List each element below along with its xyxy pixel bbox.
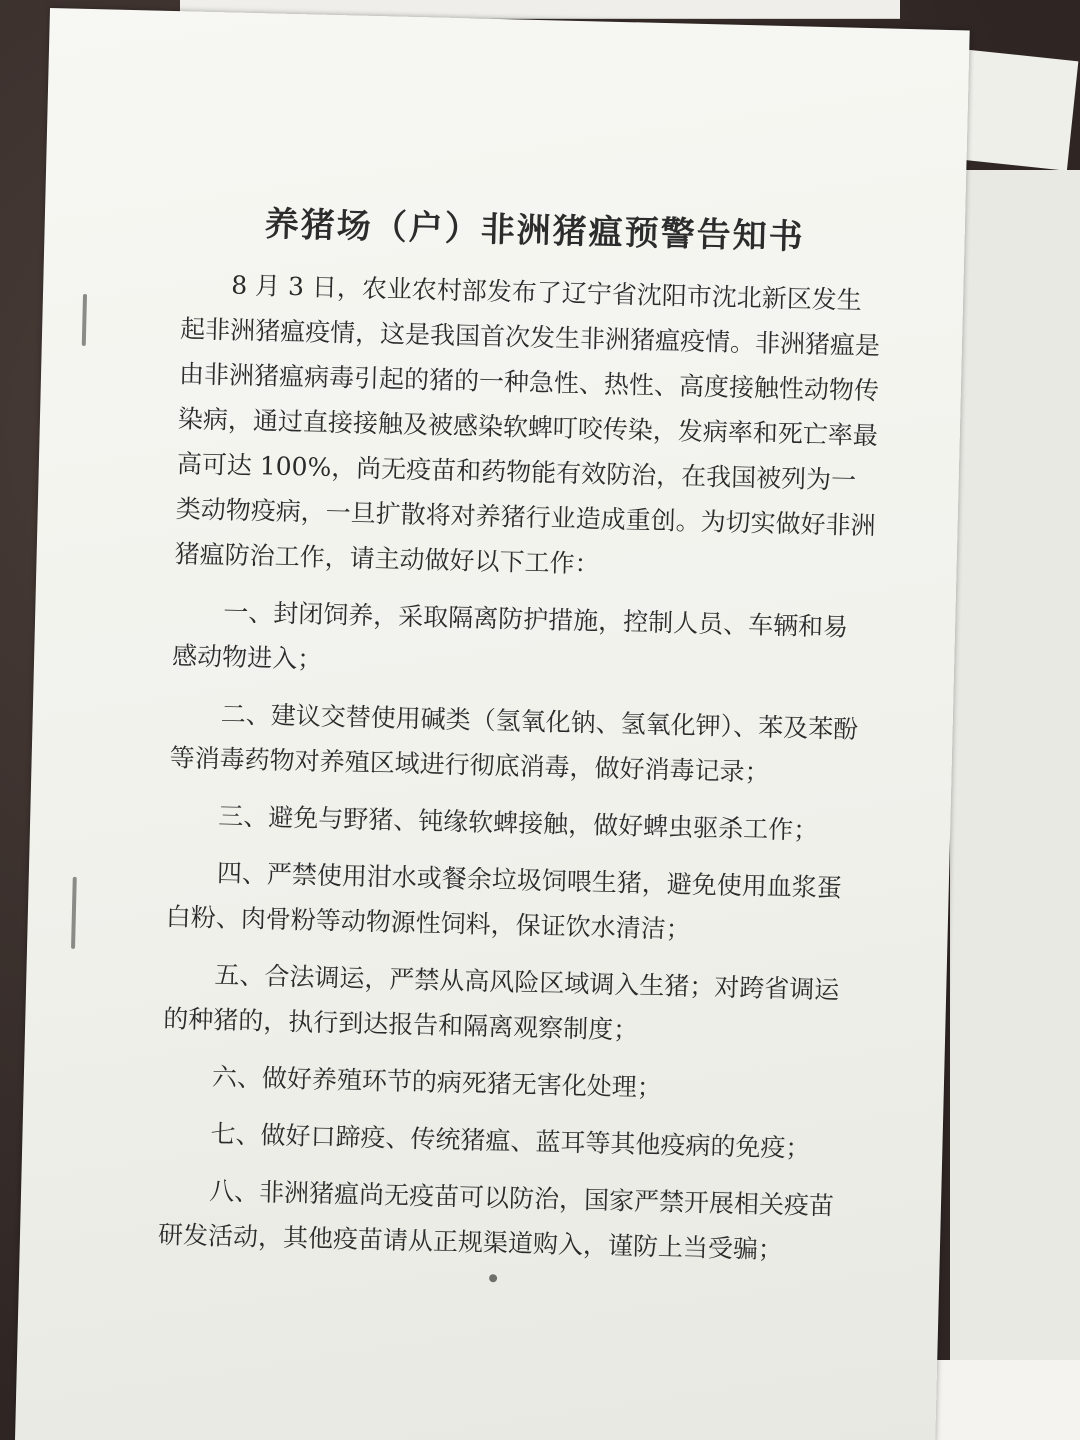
item-text: 避免与野猪、钝缘软蜱接触，做好蜱虫驱杀工作；	[267, 802, 819, 846]
document-body	[158, 261, 882, 1274]
item-number: 八、	[208, 1176, 260, 1207]
list-item	[172, 588, 874, 695]
document-title: 养猪场（户）非洲猪瘟预警告知书	[264, 204, 806, 258]
page-mark	[489, 1274, 497, 1282]
document-sheet	[15, 8, 970, 1440]
item-number: 三、	[217, 801, 269, 832]
item-text: 严禁使用泔水或餐余垃圾饲喂生猪，避免使用血浆蛋白粉、肉骨粉等动物源性饲料，保证饮水清洁；	[165, 859, 843, 944]
list-item	[161, 1053, 862, 1115]
item-number: 二、	[220, 699, 272, 730]
list-item	[158, 1167, 860, 1274]
intro-paragraph: 8 月 3 日，农业农村部发布了辽宁省沈阳市沈北新区发生起非洲猪瘟疫情，这是我国首次发生非洲猪瘟疫情。非洲猪瘟是由非洲猪瘟病毒引起的猪的一种急性、热性、高度接触性动物传染病，通过直接接触及被感染软蜱叮咬传染，发病率和死亡率最高可达 100%，尚无疫苗和药物能有效防治，在我国被列为一类动物疫病，一旦扩散将对养猪行业造成重创。为切实做好非洲猪瘟防治工作，请主动做好以下工作：	[174, 270, 881, 579]
item-text: 做好口蹄疫、传统猪瘟、蓝耳等其他疫病的免疫；	[260, 1120, 811, 1163]
list-item	[163, 951, 865, 1058]
item-text: 合法调运，严禁从高风险区域调入生猪；对跨省调运的种猪的，执行到达报告和隔离观察制度；	[162, 961, 840, 1045]
list-item	[168, 792, 869, 854]
item-number: 五、	[214, 960, 265, 991]
list-item	[165, 849, 867, 956]
list-item	[160, 1110, 861, 1172]
item-number: 七、	[210, 1119, 261, 1150]
item-text: 建议交替使用碱类（氢氧化钠、氢氧化钾）、苯及苯酚等消毒药物对养殖区域进行彻底消毒，做好消毒记录；	[169, 700, 859, 787]
item-text: 封闭饲养，采取隔离防护措施，控制人员、车辆和易感动物进入；	[171, 598, 849, 674]
staple-mark	[71, 877, 77, 949]
item-text: 做好养殖环节的病死猪无害化处理；	[261, 1063, 663, 1103]
item-number: 一、	[222, 597, 274, 628]
item-number: 六、	[211, 1062, 263, 1093]
staple-mark	[82, 294, 87, 346]
item-number: 四、	[216, 858, 268, 889]
item-text: 非洲猪瘟尚无疫苗可以防治，国家严禁开展相关疫苗研发活动，其他疫苗请从正规渠道购入，谨防上当受骗；	[157, 1177, 835, 1265]
background-paper-side	[950, 170, 1080, 1440]
list-item	[169, 690, 871, 797]
